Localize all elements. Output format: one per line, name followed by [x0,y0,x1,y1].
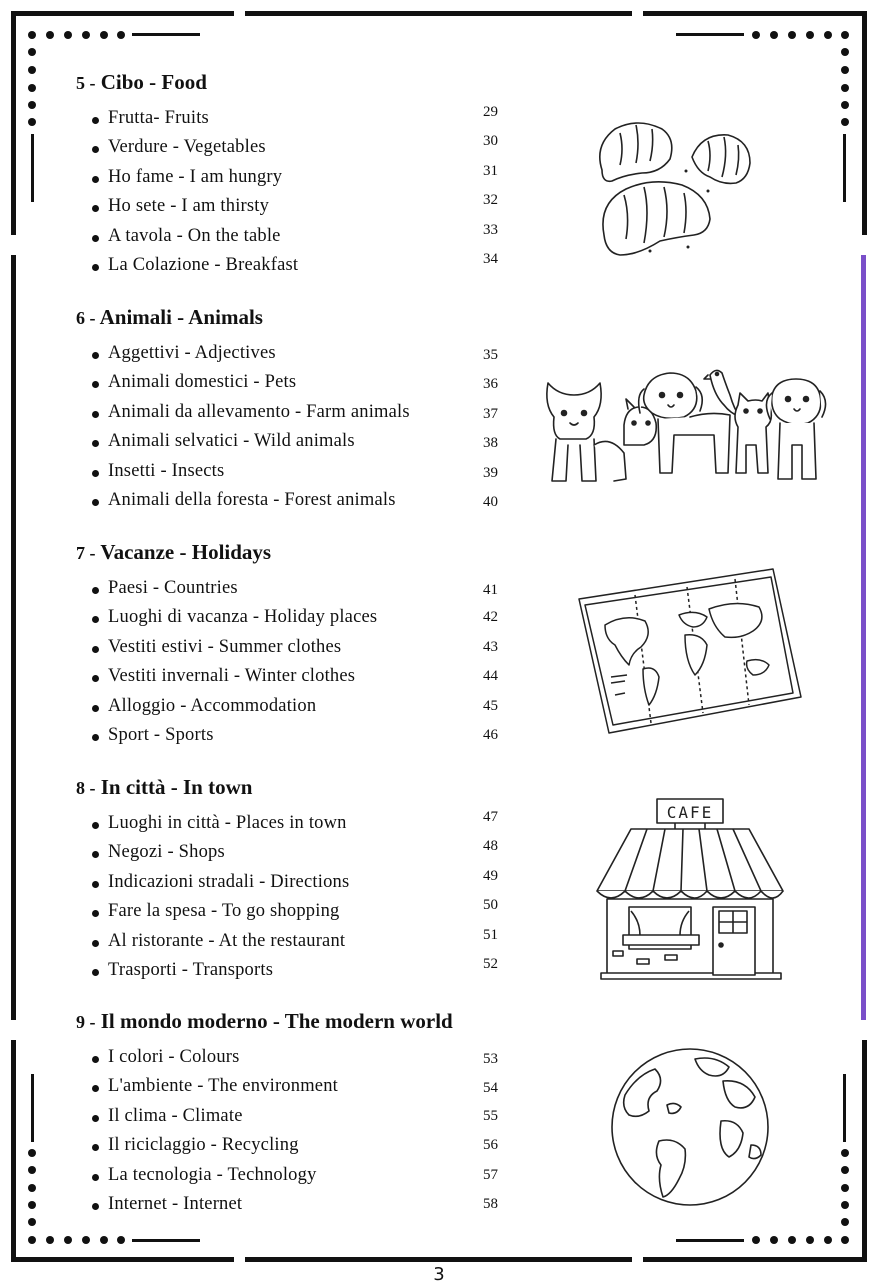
bullet-icon [92,1174,99,1181]
chapter-page: 39 [483,464,498,481]
chapter-list [92,343,512,519]
cafe-sign-text: CAFE [666,803,714,822]
chapter-page: 35 [483,347,498,363]
section-title-text: Animali - Animals [99,305,263,329]
bullet-icon [92,940,99,947]
chapter-item[interactable] [92,696,512,725]
bullet-icon [92,646,99,653]
world-map-icon [575,565,805,740]
section-title [76,1009,453,1034]
bullet-icon [92,616,99,623]
section-number: 5 - [76,73,96,93]
section-title [76,540,271,565]
section-title-text: Vacanze - Holidays [100,540,272,564]
bullet-icon [92,264,99,271]
chapter-label: Sport - Sports [108,724,214,745]
chapter-label: Animali domestici - Pets [108,372,297,393]
chapter-item[interactable] [92,867,512,901]
chapter-page: 54 [483,1080,498,1097]
chapter-label: Luoghi di vacanza - Holiday places [108,607,378,628]
chapter-page: 38 [483,435,498,452]
bullet-icon [92,705,99,712]
chapter-item[interactable] [92,192,512,225]
chapter-item[interactable] [92,637,512,666]
chapter-label: Verdure - Vegetables [108,137,266,158]
chapter-item[interactable] [92,461,512,490]
chapter-page: 57 [483,1166,498,1183]
chapter-page: 44 [483,668,498,685]
chapter-item[interactable] [92,490,512,519]
chapter-page: 30 [483,133,498,150]
section-title-text: In città - In town [100,775,253,799]
chapter-label: Indicazioni stradali - Directions [108,871,350,892]
chapter-page: 43 [483,638,498,655]
chapter-label: A tavola - On the table [108,225,281,246]
chapter-label: Animali selvatici - Wild animals [108,431,355,452]
bullet-icon [92,235,99,242]
chapter-item[interactable] [92,133,512,166]
chapter-label: Ho fame - I am hungry [108,166,283,187]
chapter-list [92,578,512,754]
bullet-icon [92,1115,99,1122]
chapter-label: Frutta- Fruits [108,108,209,128]
bullet-icon [92,851,99,858]
croissants-icon [590,115,755,270]
chapter-page: 52 [483,955,498,972]
chapter-page: 48 [483,838,498,855]
chapter-page: 45 [483,697,498,714]
chapter-page: 41 [483,582,498,598]
chapter-item[interactable] [92,1076,512,1105]
bullet-icon [92,146,99,153]
chapter-item[interactable] [92,838,512,871]
bullet-icon [92,969,99,976]
section-number: 7 - [76,543,96,563]
chapter-label: Alloggio - Accommodation [108,695,317,716]
globe-icon [605,1045,775,1210]
chapter-page: 37 [483,405,498,422]
chapter-page: 40 [483,493,498,510]
chapter-page: 42 [483,609,498,626]
chapter-label: La Colazione - Breakfast [108,254,299,275]
chapter-label: Al ristorante - At the restaurant [108,930,346,951]
section-number: 9 - [76,1012,96,1032]
chapter-item[interactable] [92,372,512,401]
bullet-icon [92,910,99,917]
chapter-page: 50 [483,897,498,914]
section-title [76,70,207,95]
bullet-icon [92,734,99,741]
bullet-icon [92,381,99,388]
chapter-label: Trasporti - Transports [108,959,274,980]
chapter-label: Vestiti invernali - Winter clothes [108,666,356,687]
chapter-label: La tecnologia - Technology [108,1164,317,1185]
page-number: 3 [433,1264,445,1285]
section-number: 6 - [76,308,96,328]
chapter-item[interactable] [92,162,512,196]
chapter-label: Insetti - Insects [108,460,225,481]
bullet-icon [92,881,99,888]
section-title [76,305,263,330]
chapter-label: Vestiti estivi - Summer clothes [108,636,342,657]
chapter-page: 32 [483,192,498,209]
chapter-label: Luoghi in città - Places in town [108,813,347,833]
chapter-label: L'ambiente - The environment [108,1076,339,1097]
bullet-icon [92,411,99,418]
section-number: 8 - [76,778,96,798]
chapter-item[interactable] [92,402,512,431]
chapter-page: 53 [483,1051,498,1067]
chapter-list [92,104,512,284]
chapter-item[interactable] [92,666,512,695]
chapter-list [92,809,512,989]
chapter-label: Animali della foresta - Forest animals [108,489,396,510]
bullet-icon [92,675,99,682]
bullet-icon [92,117,99,124]
chapter-page: 29 [483,104,498,120]
chapter-item[interactable] [92,725,512,754]
chapter-label: Ho sete - I am thirsty [108,196,270,217]
chapter-page: 36 [483,376,498,393]
chapter-item[interactable] [92,104,512,137]
chapter-label: Aggettivi - Adjectives [108,343,276,363]
chapter-page: 55 [483,1107,498,1124]
chapter-item[interactable] [92,221,512,255]
chapter-item[interactable] [92,343,512,372]
bullet-icon [92,440,99,447]
chapter-item[interactable] [92,897,512,930]
chapter-page: 31 [483,162,498,179]
bullet-icon [92,499,99,506]
chapter-label: Internet - Internet [108,1193,243,1214]
chapter-item[interactable] [92,1047,512,1076]
chapter-item[interactable] [92,1135,512,1164]
chapter-item[interactable] [92,578,512,607]
chapter-list [92,1047,512,1223]
chapter-item[interactable] [92,926,512,960]
chapter-page: 46 [483,726,498,743]
bullet-icon [92,1203,99,1210]
chapter-page: 56 [483,1137,498,1154]
chapter-label: Fare la spesa - To go shopping [108,901,340,922]
chapter-label: I colori - Colours [108,1047,240,1067]
bullet-icon [92,1144,99,1151]
chapter-page: 34 [483,250,498,267]
chapter-item[interactable] [92,1165,512,1194]
bullet-icon [92,1085,99,1092]
chapter-item[interactable] [92,1194,512,1223]
bullet-icon [92,587,99,594]
chapter-label: Animali da allevamento - Farm animals [108,401,410,422]
bullet-icon [92,176,99,183]
bullet-icon [92,822,99,829]
section-title [76,775,252,800]
chapter-label: Paesi - Countries [108,578,238,598]
section-title-text: Il mondo moderno - The modern world [100,1009,453,1033]
chapter-item[interactable] [92,607,512,636]
chapter-page: 49 [483,867,498,884]
bullet-icon [92,1056,99,1063]
chapter-page: 47 [483,809,498,825]
bullet-icon [92,205,99,212]
chapter-item[interactable] [92,1106,512,1135]
bullet-icon [92,352,99,359]
bullet-icon [92,470,99,477]
chapter-label: Il clima - Climate [108,1105,243,1126]
chapter-item[interactable] [92,250,512,284]
chapter-page: 51 [483,926,498,943]
section-title-text: Cibo - Food [100,70,207,94]
chapter-item[interactable] [92,431,512,460]
chapter-item[interactable] [92,809,512,842]
chapter-label: Il riciclaggio - Recycling [108,1135,299,1156]
chapter-label: Negozi - Shops [108,842,225,863]
chapter-page: 58 [483,1195,498,1212]
cafe-icon [595,795,785,985]
animals-icon [540,365,830,490]
chapter-page: 33 [483,221,498,238]
chapter-item[interactable] [92,955,512,989]
